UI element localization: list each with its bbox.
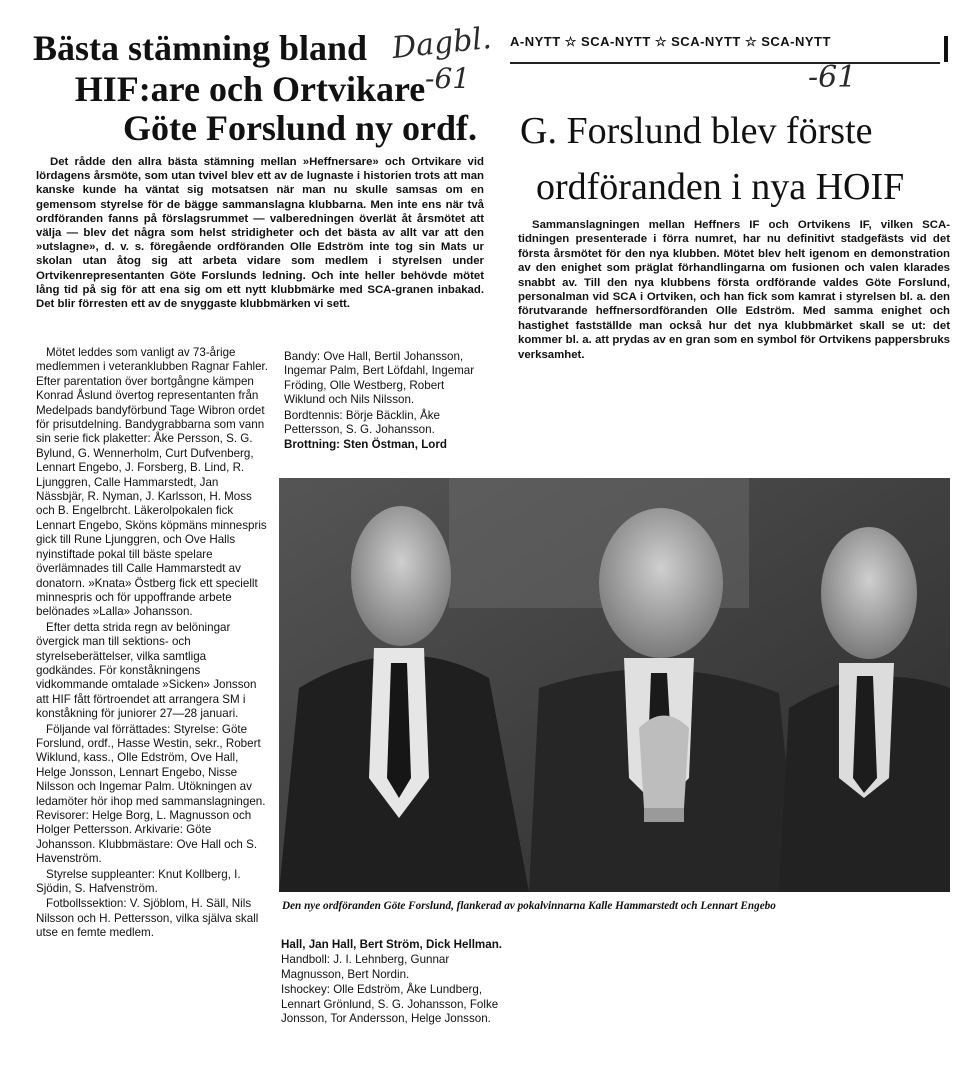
handwritten-year-note: -61 (425, 62, 471, 95)
banner-rule (510, 62, 940, 64)
column-b-brottning: Brottning: Sten Östman, Lord (284, 438, 447, 452)
sca-nytt-banner: A-NYTT ☆ SCA-NYTT ☆ SCA-NYTT ☆ SCA-NYTT (510, 34, 831, 49)
left-headline-line-2: HIF:are och Ortvikare (74, 69, 426, 109)
handwritten-year-note-right: -61 (808, 60, 857, 95)
column-a-paragraph-4: Styrelse suppleanter: Knut Kollberg, I. Sjödin, S. Hafvenström. (36, 867, 241, 896)
left-column-a (36, 346, 268, 942)
left-column-c (281, 938, 511, 1027)
column-a-paragraph-3: Följande val förrättades: Styrelse: Göte Forslund, ordf., Hasse Westin, sekr., Robert Wiklund, kass., Olle Edström, Ove Hall, Helge Jonsson, Lennart Engebo, Nisse Nilsson och Ingemar Palm. Utökningen av ledamöter hör ihop med sammanslagningen. Revisorer: Helge Borg, L. Magnusson och Holger Pettersson. Arkivarie: Göte Johansson. Klubbmästare: Ove Hall och S. Havenström. (36, 722, 266, 866)
column-c-handboll: Handboll: J. I. Lehnberg, Gunnar Magnusson, Bert Nordin. (281, 953, 450, 981)
left-headline-line-1: Bästa stämning bland (32, 28, 368, 68)
photo-caption: Den nye ordföranden Göte Forslund, flankerad av pokalvinnarna Kalle Hammarstedt och Lennart Engebo (282, 900, 776, 912)
column-a-paragraph-1: Mötet leddes som vanligt av 73-årige medlemmen i veteranklubben Ragnar Fahler. Efter parentation över bortgångne kämpen Konrad Åslund övertog representanten från Medelpads bandyförbund Tage Wibron ordet för prisutdelning. Bandygrabbarna som vann sin serie fick plaketter: Åke Persson, S. G. Bylund, G. Wennerholm, Curt Dufvenberg, Lennart Engebo, J. Forsberg, B. Lind, R. Ljunggren, Calle Hammarstedt, Jan Nässbjär, R. Nyman, J. Karlsson, H. Moss och B. Engelbrcht. Läkerolpokalen fick Lennart Engebo, Sköns köpmäns minnespris gick till Rune Ljunggren, och Ove Halls nyinstiftade pokal till bäste spelare överlämnades till Calle Hammarstedt av donatorn. »Knata» Östberg fick ett speciellt minnespris och för uppoffrande arbete belönades »Lalla» Johansson. (36, 346, 268, 619)
column-a-paragraph-5: Fotbollssektion: V. Sjöblom, H. Säll, Nils Nilsson och H. Pettersson, vilka själva skall utse en femte medlem. (36, 897, 259, 940)
edge-mark (944, 36, 948, 62)
handwritten-source-note: Dagbl. (390, 20, 494, 67)
column-b-bandy: Bandy: Ove Hall, Bertil Johansson, Ingemar Palm, Bert Löfdahl, Ingemar Fröding, Olle Westberg, Robert Wiklund och Nils Nilsson. (284, 350, 475, 407)
right-headline-line-2: ordföranden i nya HOIF (536, 166, 905, 208)
right-headline-line-1: G. Forslund blev förste (520, 110, 873, 152)
left-lead-paragraph: Det rådde den allra bästa stämning mellan »Heffnersare» och Ortvikare vid lördagens årsmöte, som utan tvivel blev ett av de lugnaste i historien trots att man kanske kunde ha väntat sig motsatsen när man nu skulle samsas om en gemensom styrelse för de bägge sammanslagna klubbarna. Men inte ens när två ordföranden fanns på förslagsrummet — valberedningen överlät åt årsmötet att välja — blev det några som helst stridigheter och det bästa av allt var att den »utslagne», d. v. s. föregående ordföranden Olle Edström inte tog sin Mats ur skolan utan åtog sig att arbeta vidare som medlem i styrelsen under Ortvikenrepresentanten Göte Forslunds ledning. Och inte heller behövde mötet lång tid på sig för att ena sig om ett nytt klubbmärke med SCA-granen inbakad. Det blir förresten ett av de snyggaste klubbmärken vi sett. (36, 156, 484, 311)
column-c-continuation: Hall, Jan Hall, Bert Ström, Dick Hellman. (281, 938, 502, 951)
left-headline-line-3: Göte Forslund ny ordf. (122, 108, 478, 148)
photo-illustration (279, 478, 950, 892)
news-photo (279, 478, 950, 892)
column-c-ishockey: Ishockey: Olle Edström, Åke Lundberg, Lennart Grönlund, S. G. Johansson, Folke Jonsson, Tor Andersson, Helge Jonsson. (281, 983, 499, 1026)
right-body-paragraph: Sammanslagningen mellan Heffners IF och Ortvikens IF, vilken SCA-tidningen presenterade i förra numret, har nu definitivt stadgefästs vid det första årsmötet för den nya klubben. Mötet blev helt igenom en demonstration av den enighet som präglat förhandlingarna om fusionen och valen klarades snabbt av. Till den nya klubbens första ordförande valdes Göte Forslund, personalman vid SCA i Ortviken, och han fick som kamrat i styrelsen bl. a. den förutvarande heffnersordföranden Olle Edström. Med samma enighet och hastighet fastställde man också hur det nya klubbmärket skall se ut: det kommer bl. a. att prydas av en gran som en symbol för Ortvikens pappersbruks verksamhet. (518, 219, 950, 361)
column-a-paragraph-2: Efter detta strida regn av belöningar övergick man till sektions- och styrelseberättelser, vilka samtliga godkändes. För konståkningens vidkommande omtalade »Sicken» Jonsson att HIF fått förtroendet att arrangera SM i konståkning för juniorer 27—28 januari. (36, 620, 257, 721)
column-b-bordtennis: Bordtennis: Börje Bäcklin, Åke Pettersson, S. G. Johansson. (284, 408, 440, 437)
left-column-b (284, 350, 484, 454)
